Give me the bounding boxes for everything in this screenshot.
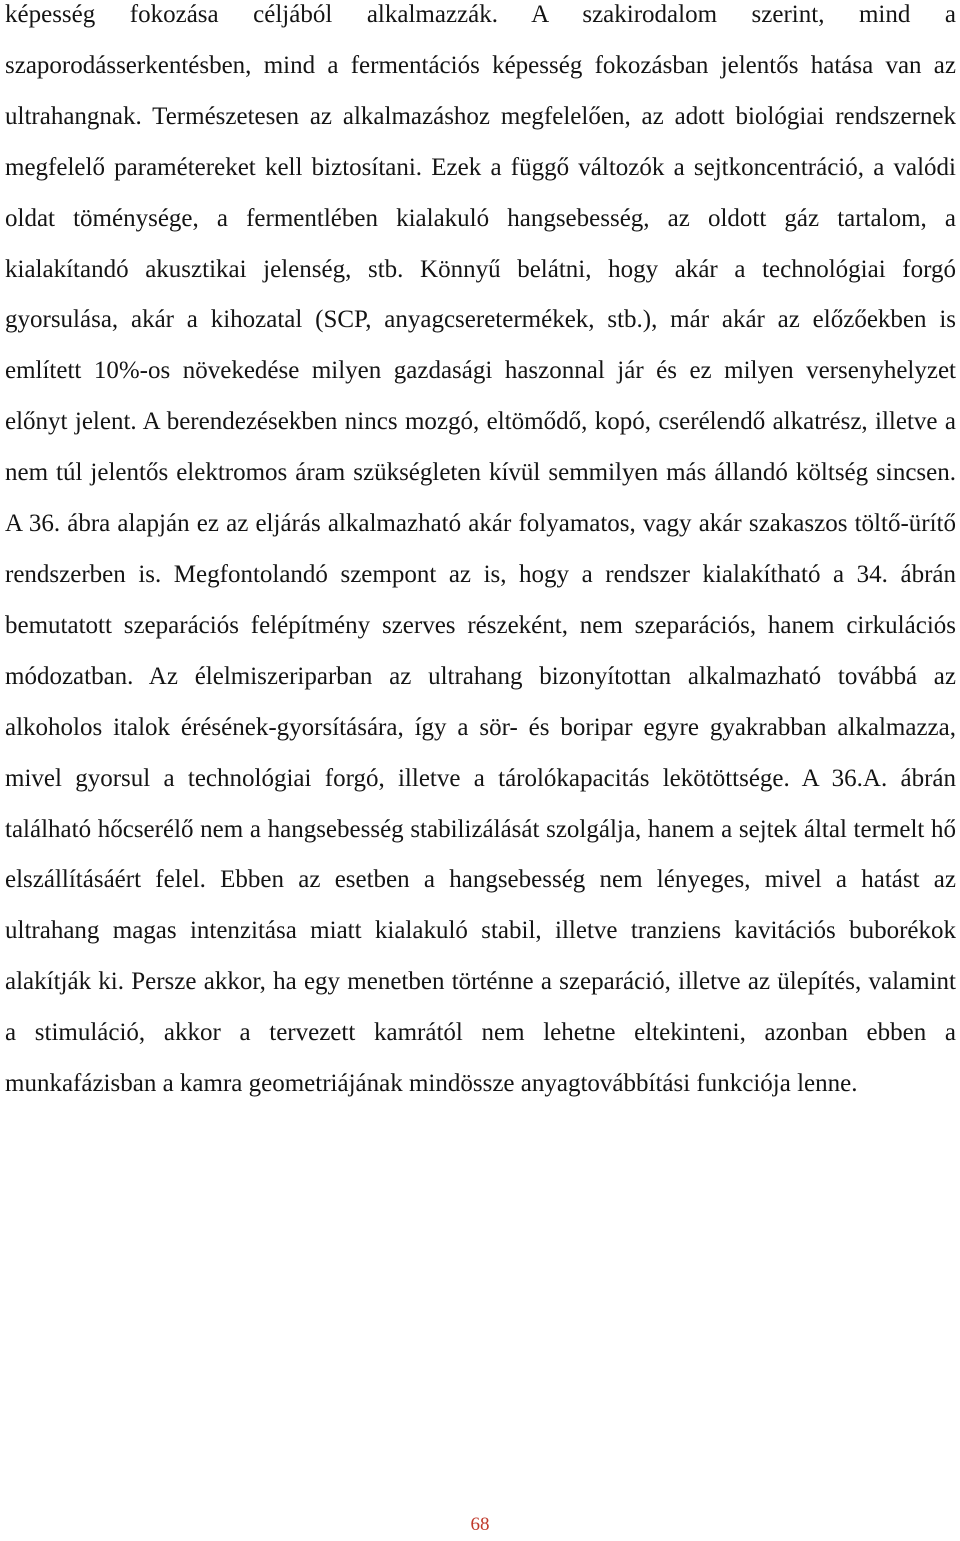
body-paragraph: képesség fokozása céljából alkalmazzák. A szakirodalom szerint, mind a szaporodásserkentésben, mind a fermentációs képesség fokozásban jelentős hatása van az ultrahangnak. Természetesen az alkalmazáshoz megfelelően, az adott biológiai rendszernek megfelelő paramétereket kell biztosítani. Ezek a függő változók a sejtkoncentráció, a valódi oldat töménysége, a fermentlében kialakuló hangsebesség, az oldott gáz tartalom, a kialakítandó akusztikai jelenség, stb. Könnyű belátni, hogy akár a technológiai forgó gyorsulása, akár a kihozatal (SCP, anyagcseretermékek, stb.), már akár az előzőekben is említett 10%-os növekedése milyen gazdasági haszonnal jár és ez milyen versenyhelyzet előnyt jelent. A berendezésekben nincs mozgó, eltömődő, kopó, cserélendő alkatrész, illetve a nem túl jelentős elektromos áram szükségleten kívül semmilyen más állandó költség sincsen. A 36. ábra alapján ez az eljárás alkalmazható akár folyamatos, vagy akár szakaszos töltő-ürítő rendszerben is. Megfontolandó szempont az is, hogy a rendszer kialakítható a 34. ábrán bemutatott szeparációs felépítmény szerves részeként, nem szeparációs, hanem cirkulációs módozatban. Az élelmiszeriparban az ultrahang bizonyítottan alkalmazható továbbá az alkoholos italok érésének-gyorsítására, így a sör- és boripar egyre gyakrabban alkalmazza, mivel gyorsul a technológiai forgó, illetve a tárolókapacitás lekötöttsége. A 36.A. ábrán található hőcserélő nem a hangsebesség stabilizálását szolgálja, hanem a sejtek által termelt hő elszállításáért felel. Ebben az esetben a hangsebesség nem lényeges, mivel a hatást az ultrahang magas intenzitása miatt kialakuló stabil, illetve tranziens kavitációs buborékok alakítják ki. Persze akkor, ha egy menetben történne a szeparáció, illetve az ülepítés, valamint a stimuláció, akkor a tervezett kamrától nem lehetne eltekinteni, azonban ebben a munkafázisban a kamra geometriájának mindössze anyagtovábbítási funkciója lenne.: [5, 1, 956, 1098]
page-number: 68: [470, 1514, 490, 1535]
